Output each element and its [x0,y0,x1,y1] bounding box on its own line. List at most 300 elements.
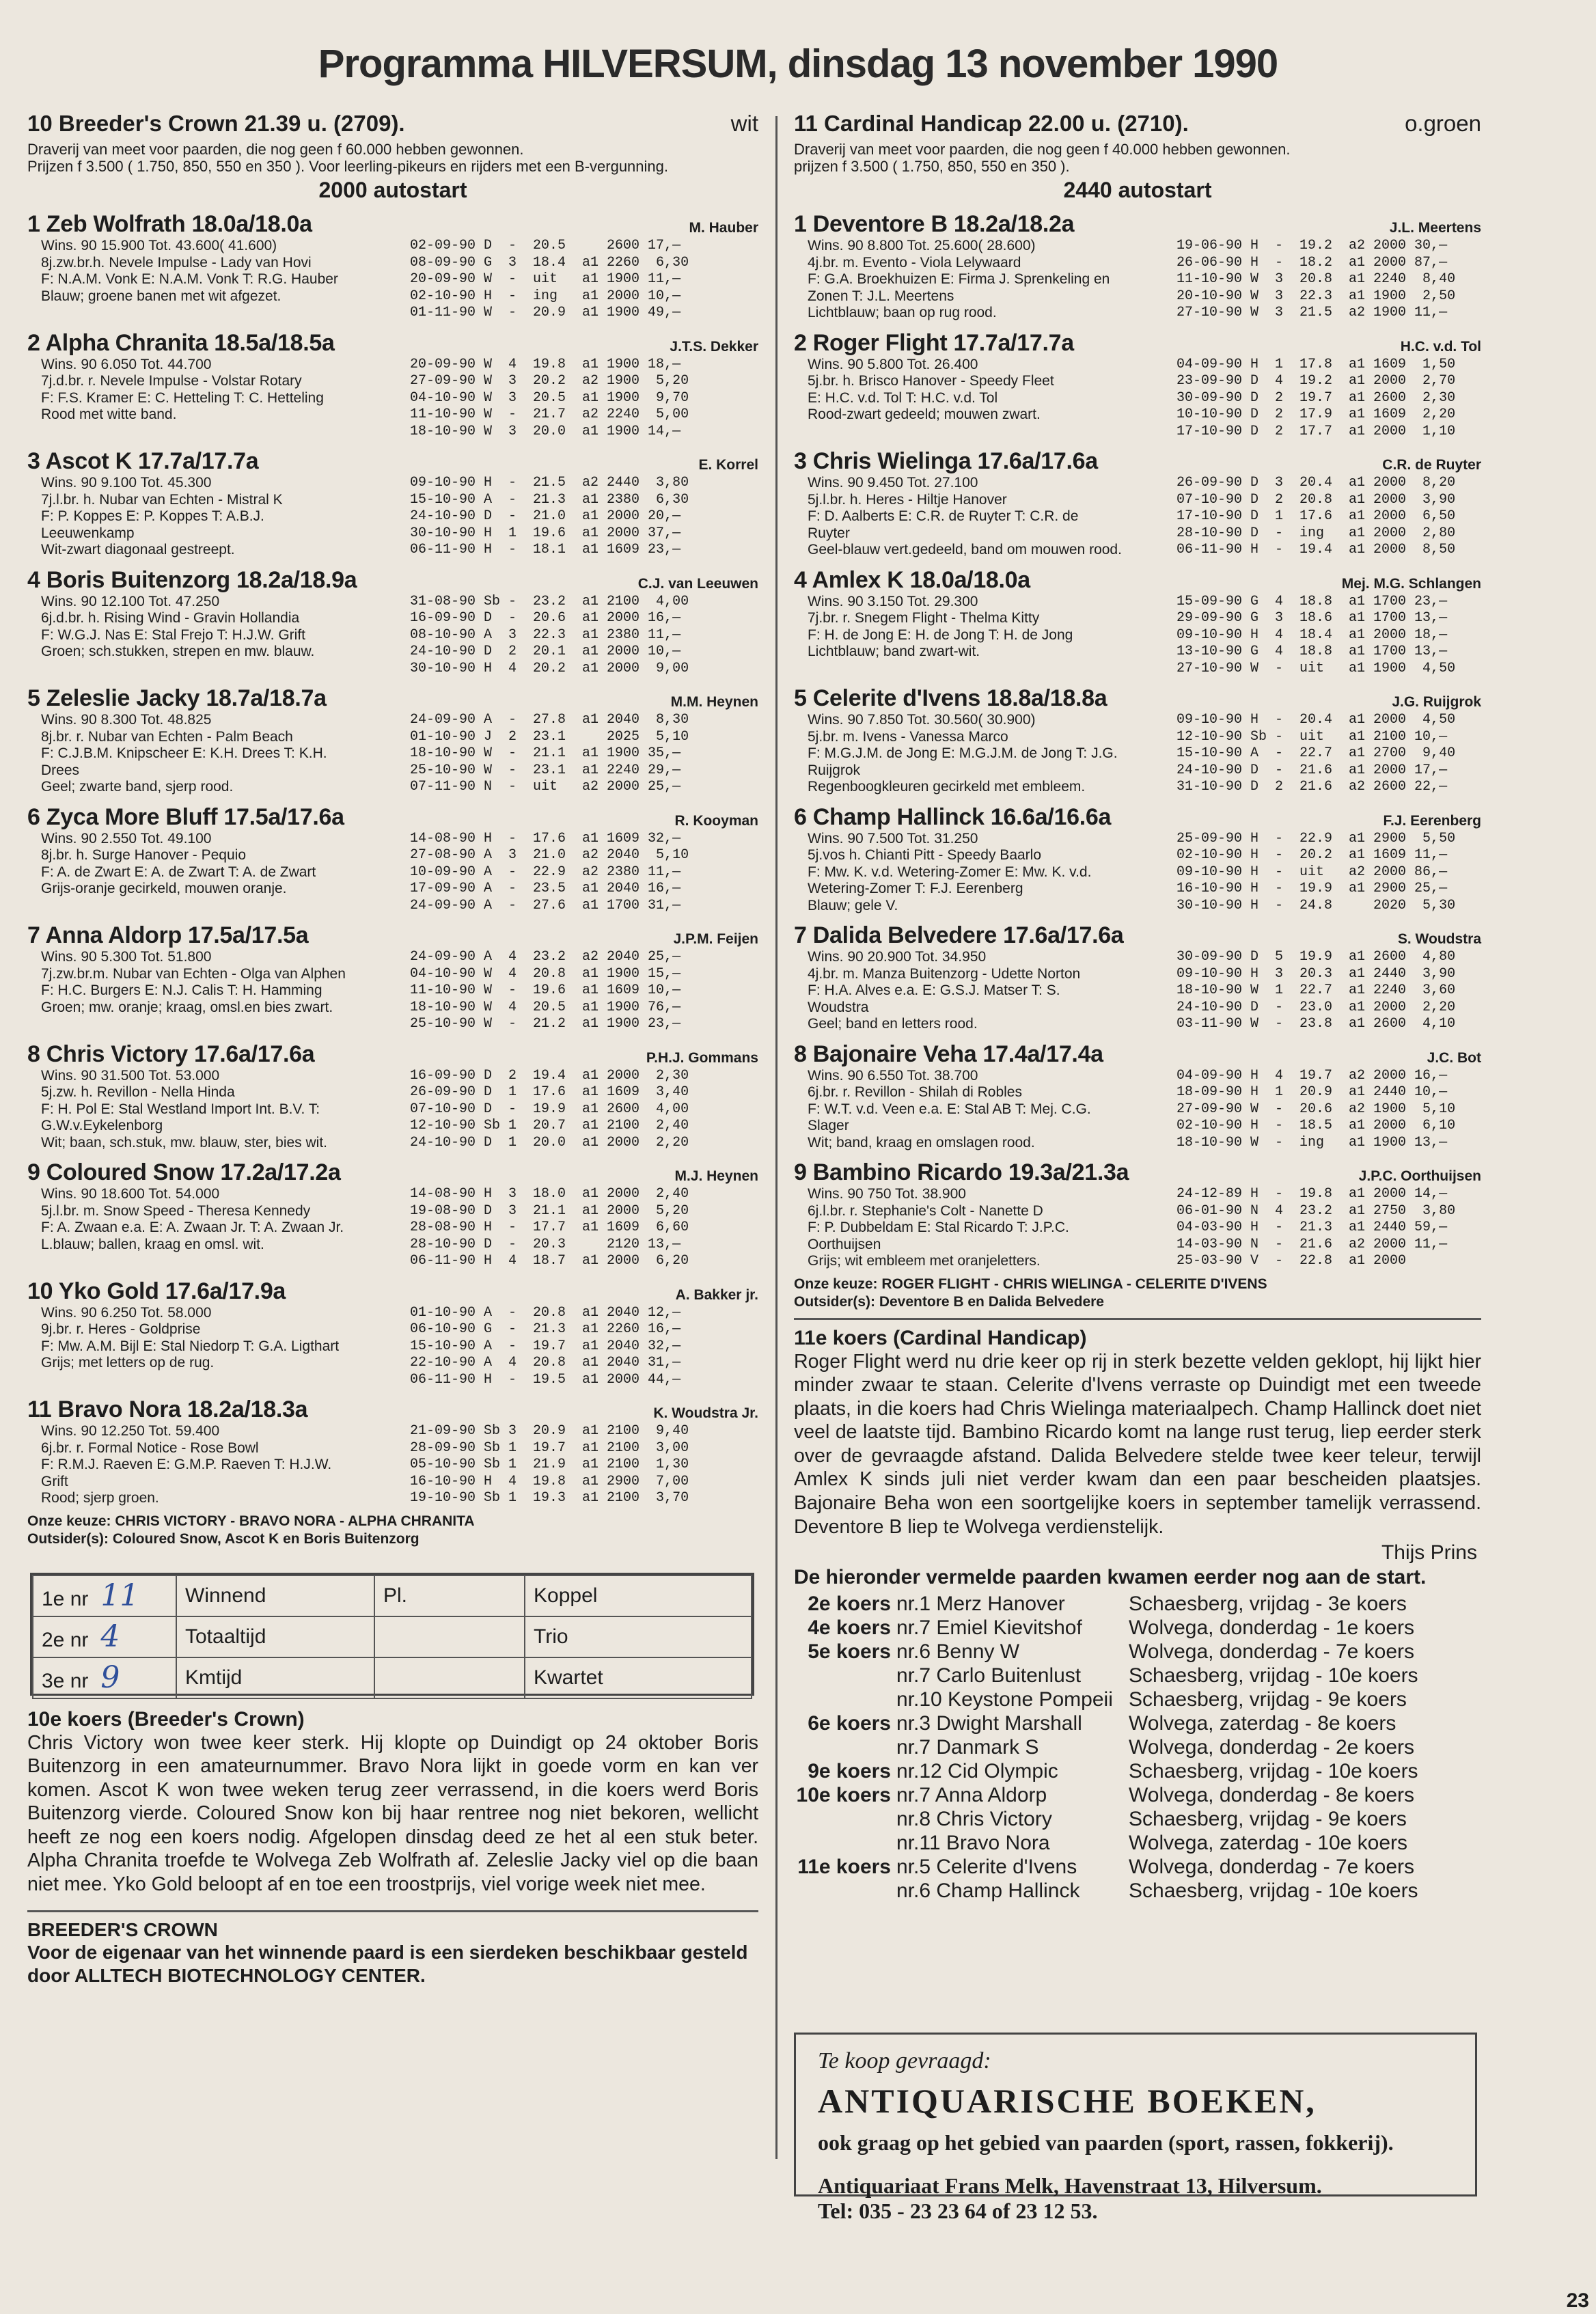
result-line: 07-11-90 N - uit a2 2000 25,— [410,779,681,795]
horse-entry [794,448,1481,559]
horse-info-line: Geel; band en letters rood. [808,1016,978,1032]
ad-headline: ANTIQUARISCHE BOEKEN, [818,2082,1317,2120]
result-line: 04-03-90 H - 21.3 a1 2440 59,— [1177,1220,1448,1235]
result-line: 30-09-90 D 2 19.7 a1 2600 2,30 [1177,389,1456,406]
horse-entry [27,448,758,559]
horse-trainer: R. Kooyman [674,812,758,829]
horse-info-line: F: H.A. Alves e.a. E: G.S.J. Matser T: S. [808,982,1060,998]
horse-info-line: 9j.br. r. Heres - Goldprise [41,1321,201,1337]
result-line: 24-09-90 A - 27.6 a1 1700 31,— [410,897,681,913]
race-ref: 5e koers [808,1640,891,1664]
previous-start: Wolvega, donderdag - 8e koers [1129,1784,1415,1807]
horse-info-line: Wins. 90 7.500 Tot. 31.250 [808,830,978,846]
horse-header [27,1278,758,1305]
horse-info-line: L.blauw; ballen, kraag en omsl. wit. [41,1236,264,1252]
horse-body [794,594,1481,678]
horse-name: 5 Celerite d'Ivens 18.8a/18.8a [794,685,1107,711]
horse-name: 4 Amlex K 18.0a/18.0a [794,566,1030,593]
race-10-horse-list [27,211,758,1507]
race-ref: 11e koers [797,1856,891,1879]
horse-info-line: Rood met witte band. [41,407,177,422]
result-line: 30-10-90 H 1 19.6 a1 2000 37,— [410,525,681,541]
race-11-desc-line: prijzen f 3.500 ( 1.750, 850, 550 en 350 ). [794,158,1070,175]
horse-info-line: Regenboogkleuren gecirkeld met embleem. [808,779,1086,795]
horse-trainer: J.C. Bot [1427,1049,1481,1066]
race-11-desc-line: Draverij van meet voor paarden, die nog geen f 40.000 hebben gewonnen. [794,141,1291,158]
horse-body [794,1186,1481,1270]
previous-start: Wolvega, zaterdag - 8e koers [1129,1712,1396,1735]
result-line: 23-09-90 D 4 19.2 a1 2000 2,70 [1177,373,1456,389]
review-11-text: Roger Flight werd nu drie keer op rij in sterk bezette velden geklopt, hij lijkt hier minder zwaar te staan. Celerite d'Ivens verraste op Duindigt met een tweede plaats, in die koers had Chris Wielinga materiaalpech. Champ Hallinck doet niet veel de laatste tijd. Bambino Ricardo komt na lange rust terug, liep eerder sterk over de gevraagde afstand. Dalida Belvedere stelde twee keer teleur, terwijl Amlex K sinds juli niet verder kwam dan een paar bescheiden plaatsjes. Bajonaire Beha won een soortgelijke koers in september tamelijk verrassend. Deventore B liep te Wolvega verdienstelijk. [794,1350,1481,1538]
horse-name: 9 Coloured Snow 17.2a/17.2a [27,1159,341,1185]
horse-entry [27,567,758,678]
horse-entry [27,330,758,441]
horse-info-line: Wins. 90 20.900 Tot. 34.950 [808,949,987,965]
horse-info [27,712,410,796]
horse-name: 2 Alpha Chranita 18.5a/18.5a [27,329,335,356]
race-ref [794,1688,896,1711]
ad-line: Te koop gevraagd: [818,2048,991,2074]
previous-start: Schaesberg, vrijdag - 3e koers [1129,1593,1407,1616]
horse-info-line: 6j.br. r. Revillon - Shilah di Robles [808,1084,1022,1100]
form-label: 3e nr [42,1670,89,1692]
form-cell: Trio [525,1616,752,1657]
horse-trainer: M. Hauber [689,220,758,236]
horse-name: 6 Champ Hallinck 16.6a/16.6a [794,803,1112,830]
result-line: 06-11-90 H - 18.1 a1 1609 23,— [410,542,681,557]
result-line: 18-09-90 H 1 20.9 a1 2440 10,— [1177,1084,1448,1100]
horse-results [410,712,758,796]
race-11-pick: Onze keuze: ROGER FLIGHT - CHRIS WIELINGA - CELERITE D'IVENS [794,1276,1267,1292]
previous-start: Schaesberg, vrijdag - 10e koers [1129,1760,1418,1783]
race-11-start: 2440 autostart [1063,178,1212,202]
result-line: 11-10-90 W - 21.7 a2 2240 5,00 [410,407,689,422]
result-line: 30-10-90 H 4 20.2 a1 2000 9,00 [410,660,689,676]
result-line: 28-10-90 D - 20.3 2120 13,— [410,1236,681,1252]
horse-info-line: F: A. Zwaan e.a. E: A. Zwaan Jr. T: A. Zwaan Jr. [41,1220,344,1235]
result-line: 15-10-90 A - 21.3 a1 2380 6,30 [410,491,689,508]
horse-info-line: F: Mw. A.M. Bijl E: Stal Niedorp T: G.A. Ligthart [41,1338,340,1354]
horse-trainer: M.J. Heynen [674,1168,758,1184]
race-10-picks [27,1513,758,1548]
horse-info-line: F: M.G.J.M. de Jong E: M.G.J.M. de Jong T: J.G. [808,745,1118,761]
horse-info-line: Wins. 90 31.500 Tot. 53.000 [41,1067,220,1084]
earlier-start-row [794,1616,1481,1640]
horse-info-line: Geel-blauw vert.gedeeld, band om mouwen rood. [808,542,1122,557]
horse-ref: nr.11 Bravo Nora [896,1832,1050,1855]
horse-info-line: F: W.G.J. Nas E: Stal Frejo T: H.J.W. Grift [41,626,306,643]
horse-name: 7 Anna Aldorp 17.5a/17.5a [27,922,309,948]
review-10-text: Chris Victory won twee keer sterk. Hij klopte op Duindigt op 24 oktober Boris Buitenzorg in een amateurnummer. Bravo Nora lijkt in goede vorm en kan ver komen. Ascot K won twee weken terug zeer verrassend, in die koers werd Boris Buitenzorg vierde. Coloured Snow kon bij haar rentree nog niet bekoren, wellicht heeft ze nog een koers nodig. Afgelopen dinsdag deed ze het al een stuk beter. Alpha Chranita troefde te Wolvega Zeb Wolfrath af. Zeleslie Jacky viel op die baan niet mee. Yko Gold beloopt af en toe een troostprijs, viel vorige week niet mee. [27,1731,758,1896]
horse-results [1177,1186,1481,1270]
result-line: 12-10-90 Sb 1 20.7 a1 2100 2,40 [410,1118,689,1133]
horse-trainer: J.T.S. Dekker [670,338,758,355]
race-ref: 6e koers [808,1712,891,1735]
race-10-start: 2000 autostart [318,178,467,202]
result-line: 01-10-90 J 2 23.1 2025 5,10 [410,728,689,745]
horse-trainer: M.M. Heynen [670,694,758,710]
result-line: 08-10-90 A 3 22.3 a1 2380 11,— [410,626,681,643]
horse-results [410,949,758,1033]
result-line: 24-10-90 D - 21.0 a1 2000 20,— [410,508,681,524]
horse-info-line: 5j.l.br. m. Snow Speed - Theresa Kennedy [41,1202,311,1219]
form-label: 2e nr [42,1629,89,1651]
horse-info-line: F: Mw. K. v.d. Wetering-Zomer E: Mw. K. v.d. [808,864,1092,880]
horse-info-line: F: G.A. Broekhuizen E: Firma J. Sprenkeling en [808,271,1110,287]
horse-ref: nr.7 Emiel Kievitshof [896,1616,1082,1640]
horse-info-line: 5j.br. m. Ivens - Vanessa Marco [808,728,1008,745]
result-line: 11-10-90 W 3 20.8 a1 2240 8,40 [1177,271,1456,287]
horse-info-line: Wins. 90 750 Tot. 38.900 [808,1186,966,1202]
result-line: 04-10-90 W 4 20.8 a1 1900 15,— [410,965,681,982]
earlier-starts-heading: De hieronder vermelde paarden kwamen eerder nog aan de start. [794,1566,1427,1589]
horse-info [794,594,1177,678]
horse-entry [794,804,1481,915]
horse-results [1177,357,1481,441]
horse-info [27,1068,410,1152]
horse-header [27,448,758,475]
result-line: 09-10-90 H - 21.5 a2 2440 3,80 [410,475,689,491]
horse-trainer: F.J. Eerenberg [1383,812,1481,829]
race-10-pick: Onze keuze: CHRIS VICTORY - BRAVO NORA - ALPHA CHRANITA [27,1513,475,1529]
horse-info-line: Lichtblauw; band zwart-wit. [808,644,980,659]
section-rule [794,1318,1481,1320]
horse-info-line: F: P. Dubbeldam E: Stal Ricardo T: J.P.C. [808,1220,1069,1235]
horse-info-line: Geel; zwarte band, sjerp rood. [41,779,234,795]
horse-body [27,357,758,441]
horse-info-line: F: H. Pol E: Stal Westland Import Int. B.V. T: [41,1101,320,1117]
previous-start: Schaesberg, vrijdag - 9e koers [1129,1808,1407,1831]
result-line: 21-09-90 Sb 3 20.9 a1 2100 9,40 [410,1423,689,1439]
previous-start: Wolvega, donderdag - 7e koers [1129,1640,1415,1664]
horse-info [27,949,410,1033]
betting-form [30,1573,754,1696]
race-11-picks [794,1276,1481,1311]
horse-entry [27,1159,758,1270]
horse-name: 10 Yko Gold 17.6a/17.9a [27,1278,286,1304]
form-cell [374,1657,525,1698]
result-line: 16-09-90 D - 20.6 a1 2000 16,— [410,610,681,626]
horse-trainer: J.P.M. Feijen [673,931,758,947]
horse-info [794,949,1177,1033]
horse-name: 1 Deventore B 18.2a/18.2a [794,211,1075,237]
column-divider [775,116,778,2159]
form-cell: Koppel [525,1575,752,1616]
horse-info-line: Lichtblauw; baan op rug rood. [808,305,997,320]
form-row [33,1575,752,1616]
horse-trainer: C.R. de Ruyter [1382,457,1481,473]
form-cell [33,1657,176,1698]
result-line: 09-10-90 H - uit a2 2000 86,— [1177,864,1448,880]
horse-info-line: Grift [41,1473,68,1489]
form-cell [33,1616,176,1657]
horse-info-line: Blauw; gele V. [808,897,898,913]
horse-trainer: K. Woudstra Jr. [653,1405,758,1421]
result-line: 10-09-90 A - 22.9 a2 2380 11,— [410,864,681,880]
horse-info-line: 5j.zw. h. Revillon - Nella Hinda [41,1084,235,1100]
horse-header [794,330,1481,357]
result-line: 24-09-90 A - 27.8 a1 2040 8,30 [410,712,689,728]
result-line: 18-10-90 W 1 22.7 a1 2240 3,60 [1177,982,1456,998]
horse-ref: nr.6 Champ Hallinck [896,1879,1080,1903]
horse-info-line: F: D. Aalberts E: C.R. de Ruyter T: C.R. de [808,508,1079,524]
horse-trainer: A. Bakker jr. [675,1286,758,1303]
earlier-start-row [794,1640,1481,1664]
result-line: 19-06-90 H - 19.2 a2 2000 30,— [1177,238,1448,253]
horse-info-line: Leeuwenkamp [41,525,135,541]
race-10-title: 10 Breeder's Crown 21.39 u. (2709). [27,111,405,136]
result-line: 19-08-90 D 3 21.1 a1 2000 5,20 [410,1202,689,1219]
horse-trainer: J.G. Ruijgrok [1392,694,1481,710]
horse-body [27,475,758,559]
earlier-starts-list [794,1592,1481,1903]
result-line: 16-10-90 H - 19.9 a1 2900 25,— [1177,881,1448,896]
horse-body [27,949,758,1033]
result-line: 02-10-90 H - 18.5 a1 2000 6,10 [1177,1118,1456,1133]
horse-info-line: Groen; mw. oranje; kraag, omsl.en bies zwart. [41,999,333,1015]
horse-results [1177,831,1481,915]
result-line: 28-10-90 D - ing a1 2000 2,80 [1177,525,1456,541]
horse-header [794,685,1481,712]
horse-info [794,831,1177,915]
horse-info-line: Wins. 90 9.100 Tot. 45.300 [41,475,212,491]
horse-info-line: Wins. 90 7.850 Tot. 30.560( 30.900) [808,712,1036,728]
race-ref [794,1664,896,1688]
horse-ref: nr.10 Keystone Pompeii [896,1688,1113,1711]
horse-info-line: Wins. 90 8.300 Tot. 48.825 [41,712,212,728]
result-line: 31-10-90 D 2 21.6 a2 2600 22,— [1177,779,1448,795]
horse-trainer: E. Korrel [698,457,758,473]
horse-info-line: Rood; sjerp groen. [41,1490,159,1506]
horse-info-line: 6j.br. r. Formal Notice - Rose Bowl [41,1440,259,1456]
result-line: 18-10-90 W 3 20.0 a1 1900 14,— [410,423,681,439]
horse-header [794,1159,1481,1186]
horse-results [410,238,758,322]
horse-info-line: F: H.C. Burgers E: N.J. Calis T: H. Hamming [41,982,322,998]
race-ref [794,1879,896,1903]
race-11-header [794,111,1481,137]
horse-body [27,1186,758,1270]
result-line: 31-08-90 Sb - 23.2 a1 2100 4,00 [410,593,689,609]
horse-name: 9 Bambino Ricardo 19.3a/21.3a [794,1159,1129,1185]
horse-info [794,1186,1177,1270]
horse-results [1177,712,1481,796]
horse-name: 6 Zyca More Bluff 17.5a/17.6a [27,803,344,830]
result-line: 04-09-90 H 1 17.8 a1 1609 1,50 [1177,356,1456,372]
horse-header [794,211,1481,238]
race-11-outsiders: Outsider(s): Deventore B en Dalida Belvedere [794,1293,1104,1310]
horse-trainer: J.L. Meertens [1389,220,1481,236]
review-author: Thijs Prins [1381,1541,1477,1565]
horse-info [27,357,410,441]
ad-address: Antiquariaat Frans Melk, Havenstraat 13, Hilversum. [818,2173,1322,2198]
horse-info [27,831,410,915]
horse-body [27,238,758,322]
handwritten-number: 9 [100,1660,120,1695]
horse-info-line: 5j.vos h. Chianti Pitt - Speedy Baarlo [808,847,1042,863]
horse-info-line: Wins. 90 15.900 Tot. 43.600( 41.600) [41,238,277,253]
horse-name: 4 Boris Buitenzorg 18.2a/18.9a [27,566,357,593]
horse-info-line: 7j.br. r. Snegem Flight - Thelma Kitty [808,610,1040,626]
horse-results [410,357,758,441]
form-cell: Kmtijd [176,1657,374,1698]
result-line: 01-10-90 A - 20.8 a1 2040 12,— [410,1304,681,1321]
horse-ref: nr.7 Carlo Buitenlust [896,1664,1082,1688]
horse-info-line: 7j.d.br. r. Nevele Impulse - Volstar Rotary [41,373,302,389]
horse-ref: nr.7 Anna Aldorp [896,1784,1047,1807]
horse-header [27,567,758,594]
previous-start: Wolvega, donderdag - 2e koers [1129,1736,1415,1759]
result-line: 06-11-90 H - 19.4 a1 2000 8,50 [1177,542,1456,557]
previous-start: Schaesberg, vrijdag - 9e koers [1129,1688,1407,1711]
horse-results [1177,594,1481,678]
form-row [33,1616,752,1657]
betting-form-table [32,1575,752,1699]
horse-info-line: Groen; sch.stukken, strepen en mw. blauw. [41,644,315,659]
earlier-start-row [794,1592,1481,1616]
horse-body [794,712,1481,796]
result-line: 26-09-90 D 3 20.4 a1 2000 8,20 [1177,475,1456,491]
result-line: 06-10-90 G - 21.3 a1 2260 16,— [410,1321,681,1337]
horse-info [794,238,1177,322]
ad-line: ook graag op het gebied van paarden (sport, rassen, fokkerij). [818,2130,1394,2155]
result-line: 27-08-90 A 3 21.0 a2 2040 5,10 [410,847,689,863]
earlier-start-row [794,1735,1481,1759]
result-line: 03-11-90 W - 23.8 a1 2600 4,10 [1177,1016,1456,1032]
horse-entry [27,1396,758,1507]
horse-results [1177,238,1481,322]
horse-ref: nr.5 Celerite d'Ivens [896,1856,1077,1879]
horse-ref: nr.8 Chris Victory [896,1808,1052,1831]
earlier-start-row [794,1855,1481,1879]
earlier-start-row [794,1879,1481,1903]
horse-header [27,211,758,238]
horse-info-line: Woudstra [808,999,869,1015]
horse-results [410,594,758,678]
handwritten-number: 11 [100,1578,139,1613]
form-cell: Kwartet [525,1657,752,1698]
earlier-start-row [794,1831,1481,1855]
horse-info-line: E: H.C. v.d. Tol T: H.C. v.d. Tol [808,389,998,406]
result-line: 06-11-90 H 4 18.7 a1 2000 6,20 [410,1253,689,1269]
result-line: 14-08-90 H - 17.6 a1 1609 32,— [410,830,681,846]
result-line: 06-01-90 N 4 23.2 a1 2750 3,80 [1177,1202,1456,1219]
horse-info-line: Blauw; groene banen met wit afgezet. [41,288,281,304]
result-line: 02-09-90 D - 20.5 2600 17,— [410,238,681,253]
horse-info-line: F: N.A.M. Vonk E: N.A.M. Vonk T: R.G. Hauber [41,271,338,287]
race-10-desc-line: Prijzen f 3.500 ( 1.750, 850, 550 en 350 ). Voor leerling-pikeurs en rijders met een B-vergunning. [27,158,668,175]
earlier-start-row [794,1711,1481,1735]
race-ref: 4e koers [808,1616,891,1640]
horse-info-line: 8j.br. r. Nubar van Echten - Palm Beach [41,728,293,745]
horse-entry [27,922,758,1033]
race-10-outsiders: Outsider(s): Coloured Snow, Ascot K en Boris Buitenzorg [27,1530,419,1547]
race-10-description [27,141,758,175]
race-ref: 2e koers [808,1593,891,1616]
horse-entry [794,1041,1481,1152]
horse-info-line: Grijs-oranje gecirkeld, mouwen oranje. [41,881,287,896]
horse-info-line: Wins. 90 6.250 Tot. 58.000 [41,1304,212,1321]
horse-entry [27,211,758,322]
race-10-desc-line: Draverij van meet voor paarden, die nog geen f 60.000 hebben gewonnen. [27,141,524,158]
result-line: 20-09-90 W - uit a1 1900 11,— [410,271,681,287]
horse-entry [794,330,1481,441]
horse-info-line: 7j.zw.br.m. Nubar van Echten - Olga van Alphen [41,965,346,982]
horse-info-line: 6j.d.br. h. Rising Wind - Gravin Hollandia [41,610,300,626]
previous-start: Schaesberg, vrijdag - 10e koers [1129,1879,1418,1903]
horse-results [1177,1068,1481,1152]
race-10-color: wit [730,111,758,136]
horse-body [794,357,1481,441]
horse-header [27,804,758,831]
horse-body [794,238,1481,322]
result-line: 30-09-90 D 5 19.9 a1 2600 4,80 [1177,949,1456,965]
result-line: 07-10-90 D - 19.9 a1 2600 4,00 [410,1101,689,1117]
horse-info-line: 8j.zw.br.h. Nevele Impulse - Lady van Hovi [41,254,312,271]
result-line: 28-08-90 H - 17.7 a1 1609 6,60 [410,1220,689,1235]
horse-info-line: 4j.br. m. Evento - Viola Lelywaard [808,254,1021,271]
horse-results [410,1068,758,1152]
result-line: 25-03-90 V - 22.8 a1 2000 [1177,1253,1407,1269]
page-title: Programma HILVERSUM, dinsdag 13 november 1990 [318,42,1278,86]
horse-info-line: Wins. 90 6.550 Tot. 38.700 [808,1067,978,1084]
horse-name: 8 Bajonaire Veha 17.4a/17.4a [794,1041,1103,1067]
horse-header [27,1159,758,1186]
horse-trainer: Mej. M.G. Schlangen [1341,575,1481,592]
horse-body [27,831,758,915]
result-line: 04-10-90 W 3 20.5 a1 1900 9,70 [410,389,689,406]
result-line: 24-10-90 D 2 20.1 a1 2000 10,— [410,644,681,659]
horse-results [410,475,758,559]
result-line: 06-11-90 H - 19.5 a1 2000 44,— [410,1371,681,1388]
race-11-description [794,141,1481,175]
earlier-start-row [794,1759,1481,1783]
horse-info-line: 8j.br. h. Surge Hanover - Pequio [41,847,247,863]
result-line: 14-03-90 N - 21.6 a2 2000 11,— [1177,1236,1448,1252]
earlier-start-row [794,1783,1481,1807]
ad-phone: Tel: 035 - 23 23 64 of 23 12 53. [818,2199,1098,2223]
result-line: 26-09-90 D 1 17.6 a1 1609 3,40 [410,1084,689,1100]
horse-info-line: Zonen T: J.L. Meertens [808,288,954,304]
horse-header [27,1396,758,1423]
result-line: 15-10-90 A - 22.7 a1 2700 9,40 [1177,745,1456,761]
earlier-start-row [794,1807,1481,1831]
horse-name: 3 Ascot K 17.7a/17.7a [27,448,259,474]
horse-body [794,831,1481,915]
section-rule [27,1910,758,1912]
page-number: 23 [1566,2289,1589,2312]
horse-info-line: Wins. 90 9.450 Tot. 27.100 [808,475,978,491]
horse-entry [27,685,758,796]
result-line: 09-10-90 H - 20.4 a1 2000 4,50 [1177,712,1456,728]
race-11-color: o.groen [1405,111,1481,136]
horse-info-line: F: R.M.J. Raeven E: G.M.P. Raeven T: H.J.W. [41,1457,332,1472]
horse-header [27,922,758,949]
result-line: 29-09-90 G 3 18.6 a1 1700 13,— [1177,610,1448,626]
form-cell [33,1575,176,1616]
result-line: 11-10-90 W - 19.6 a1 1609 10,— [410,982,681,998]
earlier-start-row [794,1664,1481,1688]
result-line: 18-10-90 W 4 20.5 a1 1900 76,— [410,999,681,1015]
horse-body [27,1305,758,1389]
horse-trainer: J.P.C. Oorthuijsen [1358,1168,1481,1184]
horse-info-line: Wit; baan, sch.stuk, mw. blauw, ster, bies wit. [41,1134,327,1151]
horse-info-line: Wins. 90 5.300 Tot. 51.800 [41,949,212,965]
horse-header [794,804,1481,831]
previous-start: Wolvega, donderdag - 7e koers [1129,1856,1415,1879]
result-line: 24-10-90 D 1 20.0 a1 2000 2,20 [410,1134,689,1151]
horse-info [794,712,1177,796]
